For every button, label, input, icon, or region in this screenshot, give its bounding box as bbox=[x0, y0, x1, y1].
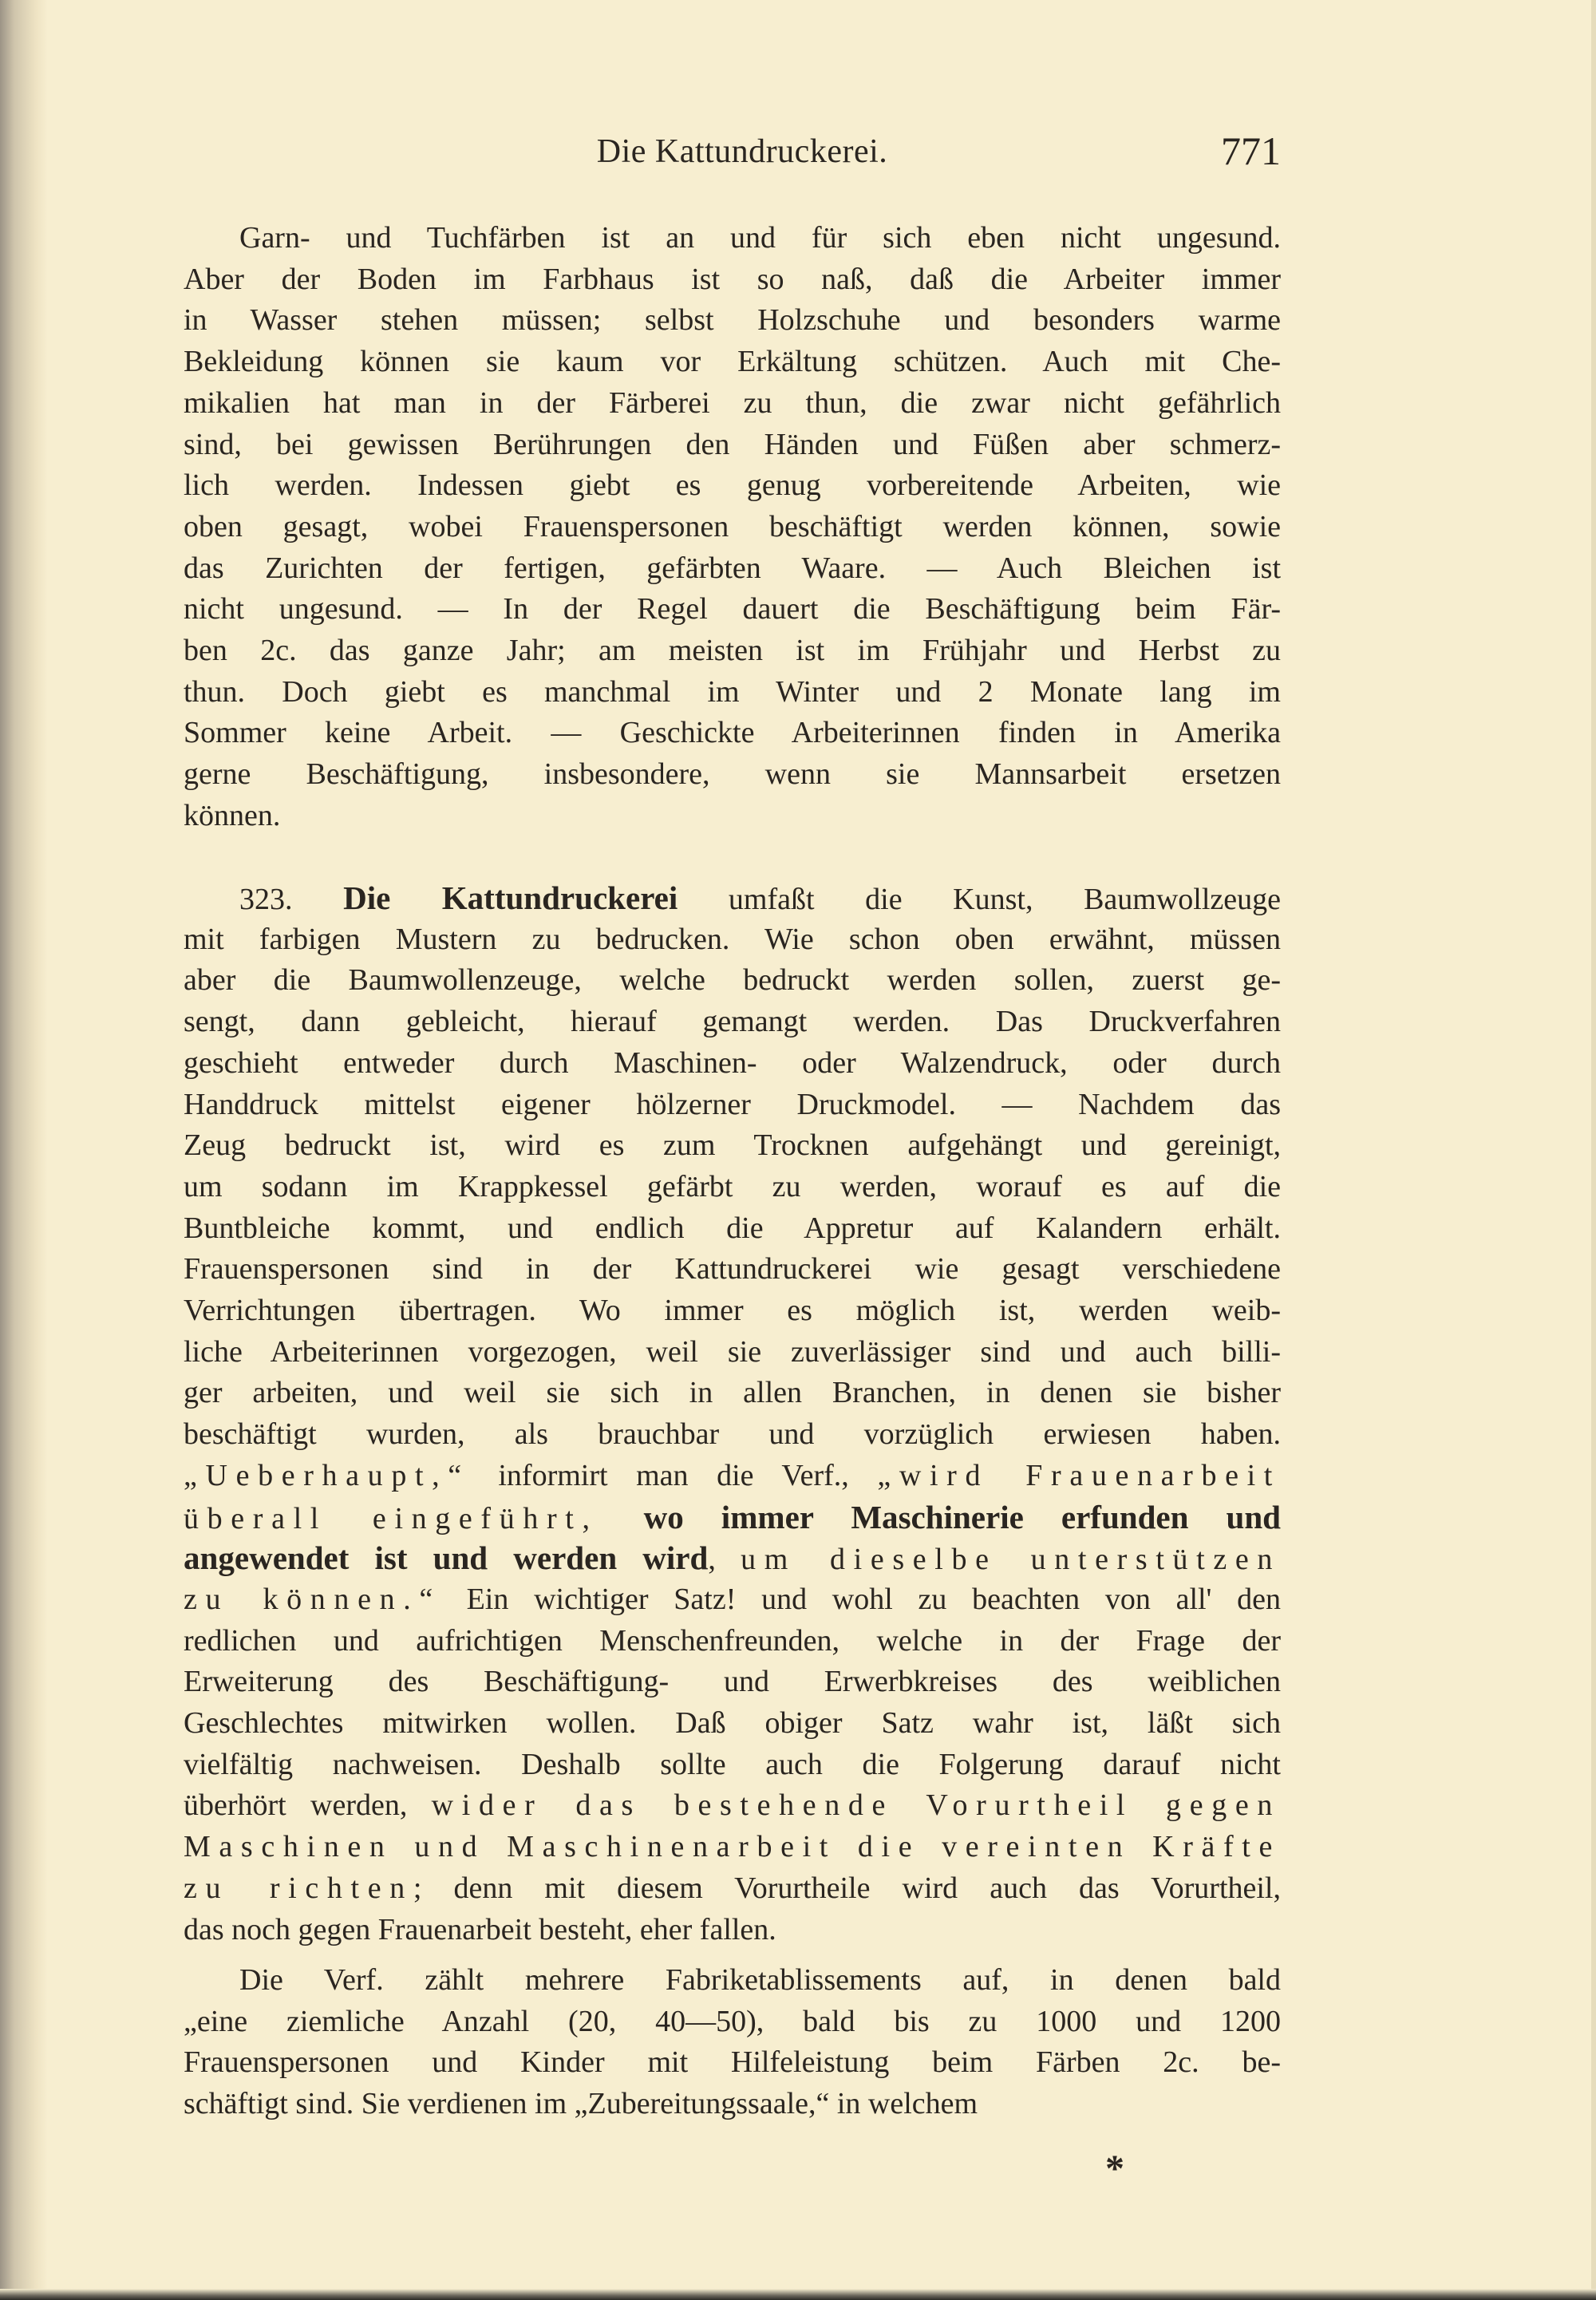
text-run: thun. Doch giebt es manchmal im Winter und 2 Monate lang im bbox=[184, 674, 1281, 709]
page-right-edge bbox=[1591, 0, 1596, 2300]
text-run: aber die Baumwollenzeuge, welche bedruckt werden sollen, zuerst ge- bbox=[184, 963, 1281, 998]
text-line bbox=[184, 959, 1281, 1001]
text-line bbox=[184, 1620, 1281, 1662]
text-line bbox=[184, 2041, 1281, 2083]
text-line bbox=[184, 424, 1281, 465]
text-line bbox=[239, 217, 1281, 259]
text-line bbox=[184, 1826, 1281, 1867]
text-run: ; denn mit diesem Vorurtheile wird auch das Vorurtheil, bbox=[413, 1871, 1281, 1905]
text-line bbox=[184, 506, 1281, 547]
text-line bbox=[184, 382, 1281, 424]
text-line bbox=[184, 919, 1281, 960]
text-line bbox=[184, 1661, 1281, 1702]
text-run: Handdruck mittelst eigener hölzerner Druckmodel. — Nachdem das bbox=[184, 1087, 1281, 1121]
page-binding-shadow bbox=[0, 0, 48, 2300]
text-run: das Zurichten der fertigen, gefärbten Waare. — Auch Bleichen ist bbox=[184, 551, 1281, 585]
text-line bbox=[184, 1784, 1281, 1826]
text-line bbox=[184, 1496, 1281, 1538]
text-run: Die Verf. zählt mehrere Fabriketablissements auf, in denen bald bbox=[239, 1963, 1281, 1997]
spaced-emphasis-text: „wird Frauenarbeit bbox=[877, 1458, 1281, 1492]
running-title: Die Kattundruckerei. bbox=[596, 133, 888, 170]
text-run: 323. bbox=[239, 883, 344, 916]
bold-text: Die Kattundruckerei bbox=[343, 879, 678, 916]
text-run: das noch gegen Frauenarbeit besteht, eher fallen. bbox=[184, 1912, 776, 1946]
text-line bbox=[184, 2001, 1281, 2042]
text-line bbox=[184, 1909, 1281, 1950]
page-number: 771 bbox=[1221, 128, 1281, 173]
text-run: in Wasser stehen müssen; selbst Holzschuhe und besonders warme bbox=[184, 303, 1281, 338]
text-run: Frauenspersonen und Kinder mit Hilfeleistung beim Färben 2c. be- bbox=[184, 2045, 1281, 2080]
text-line bbox=[184, 1455, 1281, 1496]
text-run: Aber der Boden im Farbhaus ist so naß, daß die Arbeiter immer bbox=[184, 262, 1281, 296]
text-run: mikalien hat man in der Färberei zu thun, die zwar nicht gefährlich bbox=[184, 385, 1281, 420]
text-line bbox=[184, 1331, 1281, 1373]
text-run: vielfältig nachweisen. Deshalb sollte auch die Folgerung darauf nicht bbox=[184, 1747, 1281, 1781]
text-run: nicht ungesund. — In der Regel dauert die Beschäftigung beim Fär- bbox=[184, 592, 1281, 626]
text-line bbox=[239, 877, 1281, 919]
text-run: sengt, dann gebleicht, hierauf gemangt werden. Das Druckverfahren bbox=[184, 1005, 1281, 1039]
text-run: Garn- und Tuchfärben ist an und für sich eben nicht ungesund. bbox=[239, 221, 1281, 255]
text-line bbox=[184, 299, 1281, 341]
text-run: , bbox=[708, 1543, 741, 1577]
text-line bbox=[184, 1579, 1281, 1620]
spaced-emphasis-text: um dieselbe unterstützen bbox=[741, 1543, 1282, 1577]
text-line bbox=[184, 630, 1281, 671]
text-run: Bekleidung können sie kaum vor Erkältung schützen. Auch mit Che- bbox=[184, 345, 1281, 379]
text-line bbox=[184, 1372, 1281, 1413]
text-line bbox=[184, 1290, 1281, 1331]
text-line bbox=[184, 1042, 1281, 1084]
text-line bbox=[184, 1744, 1281, 1785]
spaced-emphasis-text: wider das bestehende Vorurtheil gegen bbox=[431, 1788, 1281, 1823]
text-line bbox=[184, 753, 1281, 795]
text-run: liche Arbeiterinnen vorgezogen, weil sie zuverlässiger sind und auch billi- bbox=[184, 1334, 1281, 1369]
text-run: informirt man die Verf., bbox=[469, 1458, 878, 1492]
text-run: lich werden. Indessen giebt es genug vorbereitende Arbeiten, wie bbox=[184, 468, 1281, 503]
text-run: umfaßt die Kunst, Baumwollzeuge bbox=[678, 883, 1281, 916]
text-line bbox=[184, 795, 1281, 836]
text-run: oben gesagt, wobei Frauenspersonen beschäftigt werden können, sowie bbox=[184, 509, 1281, 543]
spaced-emphasis-text: überall eingeführt, bbox=[184, 1501, 644, 1535]
text-run: Buntbleiche kommt, und endlich die Appretur auf Kalandern erhält. bbox=[184, 1211, 1281, 1245]
text-line bbox=[184, 1166, 1281, 1207]
text-line bbox=[184, 1248, 1281, 1290]
text-line bbox=[184, 1207, 1281, 1249]
signature-mark: * bbox=[1105, 2148, 1124, 2190]
bold-text: angewendet ist und werden wird bbox=[184, 1539, 709, 1577]
text-line bbox=[184, 2083, 1281, 2124]
text-line bbox=[184, 1413, 1281, 1455]
text-run: überhört werden, bbox=[184, 1788, 432, 1823]
text-run: Geschlechtes mitwirken wollen. Daß obiger Satz wahr ist, läßt sich bbox=[184, 1706, 1281, 1740]
text-run: Sommer keine Arbeit. — Geschickte Arbeiterinnen finden in Amerika bbox=[184, 716, 1281, 750]
text-line bbox=[184, 588, 1281, 630]
text-line bbox=[184, 1537, 1281, 1579]
text-run: mit farbigen Mustern zu bedrucken. Wie schon oben erwähnt, müssen bbox=[184, 922, 1281, 956]
text-run: Zeug bedruckt ist, wird es zum Trocknen aufgehängt und gereinigt, bbox=[184, 1128, 1281, 1163]
text-run: Erweiterung des Beschäftigung- und Erwerbkreises des weiblichen bbox=[184, 1665, 1281, 1699]
text-run: „eine ziemliche Anzahl (20, 40—50), bald bis zu 1000 und 1200 bbox=[184, 2004, 1281, 2038]
text-line bbox=[184, 712, 1281, 753]
text-line bbox=[184, 341, 1281, 382]
text-run: Verrichtungen übertragen. Wo immer es möglich ist, werden weib- bbox=[184, 1294, 1281, 1327]
text-line bbox=[184, 1084, 1281, 1125]
text-run: schäftigt sind. Sie verdienen im „Zubereitungssaale,“ in welchem bbox=[184, 2087, 978, 2121]
text-run: um sodann im Krappkessel gefärbt zu werden, worauf es auf die bbox=[184, 1169, 1281, 1203]
text-line bbox=[239, 1959, 1281, 2001]
text-line bbox=[184, 259, 1281, 300]
text-line bbox=[184, 1001, 1281, 1042]
text-run: ger arbeiten, und weil sie sich in allen Branchen, in denen sie bisher bbox=[184, 1376, 1281, 1410]
text-run: redlichen und aufrichtigen Menschenfreunden, welche in der Frage der bbox=[184, 1623, 1281, 1658]
text-run: beschäftigt wurden, als brauchbar und vorzüglich erwiesen haben. bbox=[184, 1417, 1281, 1452]
page-bottom-edge bbox=[0, 2289, 1596, 2300]
bold-text: wo immer Maschinerie erfunden und bbox=[643, 1498, 1281, 1535]
text-run: Ein wichtiger Satz! und wohl zu beachten von all' den bbox=[440, 1582, 1281, 1616]
text-run: können. bbox=[184, 798, 281, 832]
spaced-emphasis-text: Maschinen und Maschinenarbeit die vereinten Kräfte bbox=[184, 1830, 1281, 1864]
text-run: sind, bei gewissen Berührungen den Händen und Füßen aber schmerz- bbox=[184, 427, 1281, 461]
spaced-emphasis-text: zu richten bbox=[184, 1871, 413, 1905]
spaced-emphasis-text: „Ueberhaupt,“ bbox=[184, 1458, 470, 1492]
text-line bbox=[184, 1124, 1281, 1166]
text-run: geschieht entweder durch Maschinen- oder Walzendruck, oder durch bbox=[184, 1045, 1281, 1080]
text-line bbox=[184, 464, 1281, 506]
text-line bbox=[184, 671, 1281, 713]
spaced-emphasis-text: zu können.“ bbox=[184, 1582, 441, 1616]
text-run: gerne Beschäftigung, insbesondere, wenn sie Mannsarbeit ersetzen bbox=[184, 757, 1281, 792]
text-line bbox=[184, 547, 1281, 589]
text-run: Frauenspersonen sind in der Kattundruckerei wie gesagt verschiedene bbox=[184, 1252, 1281, 1286]
text-line bbox=[184, 1867, 1281, 1909]
text-line bbox=[184, 1702, 1281, 1744]
text-run: ben 2c. das ganze Jahr; am meisten ist im Frühjahr und Herbst zu bbox=[184, 634, 1281, 667]
